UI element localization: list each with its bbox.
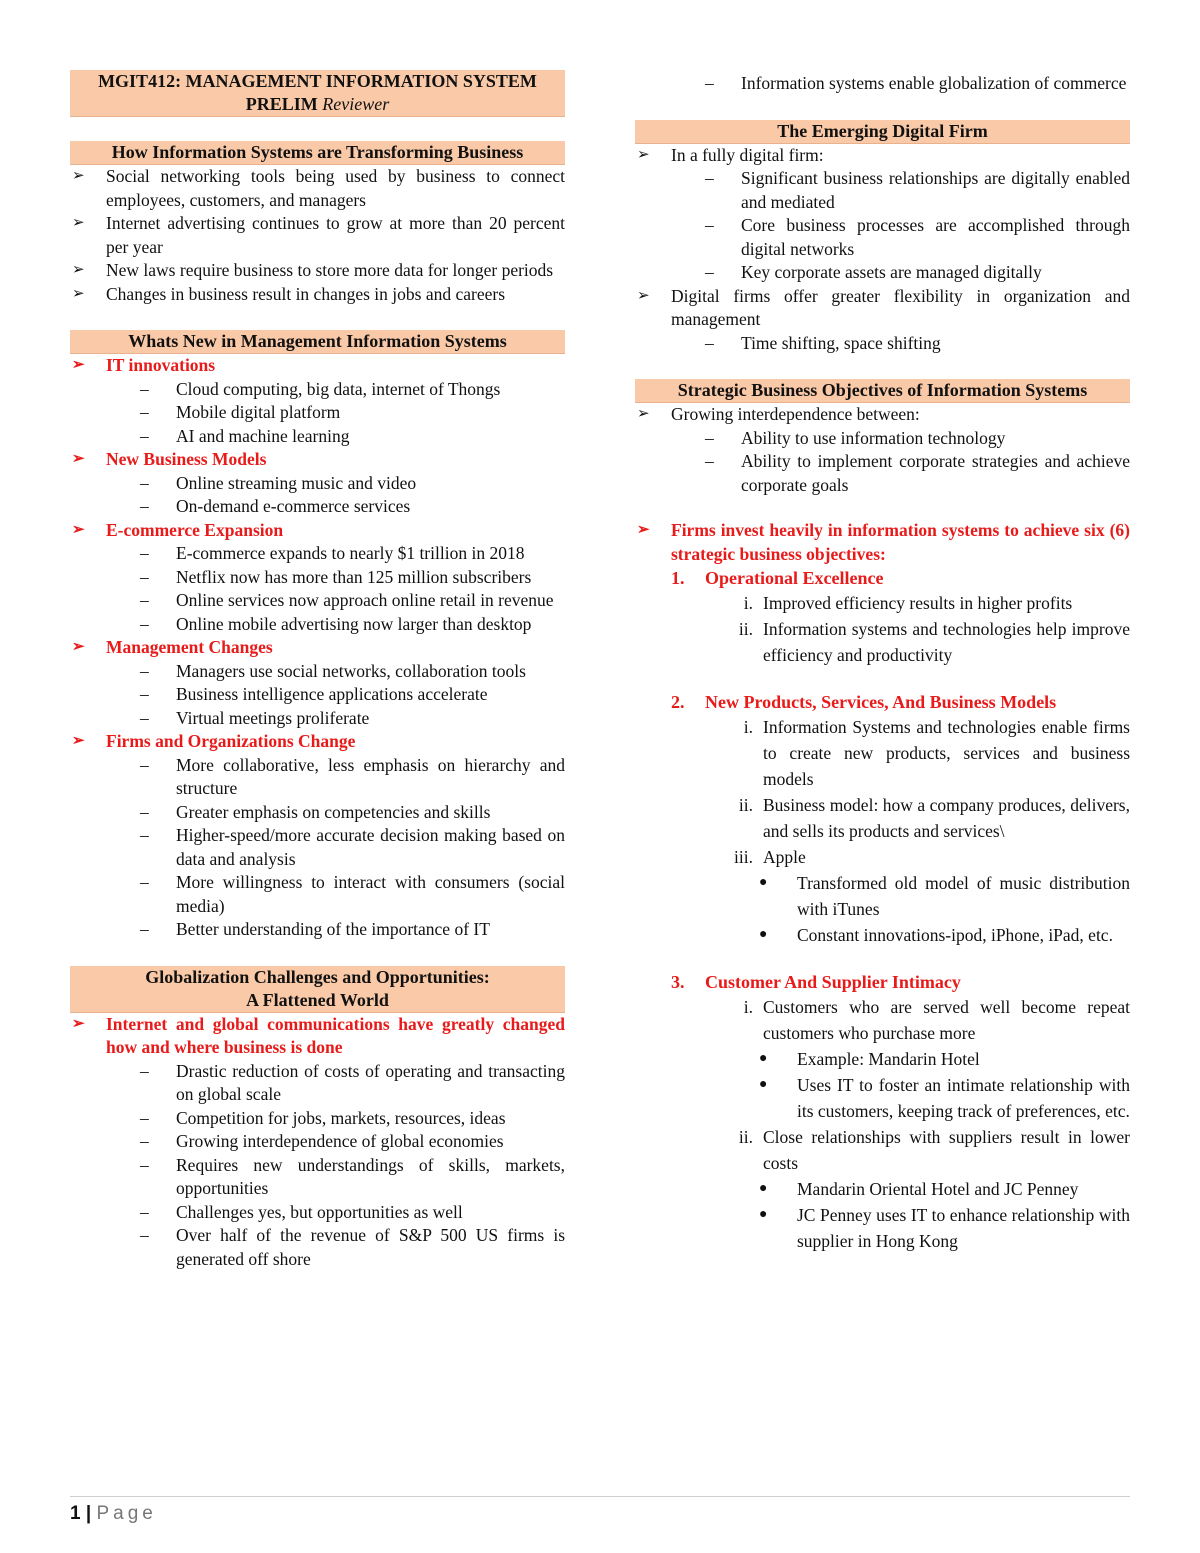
- bullet-heading: ➢ Management Changes: [70, 636, 565, 660]
- section-header: Whats New in Management Information Systems: [70, 330, 565, 354]
- sub-item: – Cloud computing, big data, internet of Thongs: [140, 378, 501, 399]
- roman-item: i. Improved efficiency results in higher profits: [743, 593, 1073, 613]
- bullet-heading: ➢ New Business Models: [70, 448, 565, 472]
- bullet-item: ➢ Social networking tools being used by business to connect employees, customers, and managers: [72, 166, 565, 210]
- sub-item: – Higher-speed/more accurate decision making based on data and analysis: [140, 825, 565, 869]
- sub-item: – Core business processes are accomplished through digital networks: [705, 215, 1130, 259]
- sub-item: – Time shifting, space shifting: [705, 332, 941, 353]
- arrow-bullet-icon: ➢: [72, 733, 85, 749]
- roman-item: ii. Information systems and technologies help improve efficiency and productivity: [738, 619, 1130, 665]
- left-column: [70, 70, 565, 1271]
- sub-item: – Requires new understandings of skills, markets, opportunities: [140, 1154, 565, 1198]
- bullet-heading: ➢ IT innovations: [70, 354, 565, 378]
- bullet-heading: ➢ Internet and global communications have greatly changed how and where business is done: [72, 1013, 565, 1057]
- arrow-bullet-icon: ➢: [72, 357, 85, 373]
- title-line1: MGIT412: MANAGEMENT INFORMATION SYSTEM: [98, 71, 537, 91]
- dot-item: ● Example: Mandarin Hotel: [635, 1046, 1130, 1072]
- arrow-bullet-icon: ➢: [72, 1015, 85, 1032]
- sub-item: – Key corporate assets are managed digitally: [705, 262, 1042, 282]
- dot-bullet-icon: ●: [759, 1077, 768, 1092]
- section-header: Strategic Business Objectives of Information Systems: [635, 379, 1130, 403]
- bullet-item: ➢ Growing interdependence between:: [635, 403, 1130, 427]
- sub-item: – Greater emphasis on competencies and skills: [140, 801, 491, 822]
- sub-item: – Challenges yes, but opportunities as well: [140, 1201, 463, 1222]
- sub-item: – E-commerce expands to nearly $1 trillion in 2018: [140, 543, 525, 563]
- bullet-item: ➢ New laws require business to store more data for longer periods: [70, 259, 565, 283]
- roman-item: ii. Close relationships with suppliers result in lower costs: [738, 1127, 1130, 1173]
- roman-item: iii. Apple: [734, 847, 806, 867]
- dot-item: ● Constant innovations-ipod, iPhone, iPad, etc.: [635, 922, 1130, 948]
- dot-item: ● Uses IT to foster an intimate relationship with its customers, keeping track of preferences, etc.: [635, 1072, 1130, 1124]
- section-header: How Information Systems are Transforming Business: [70, 141, 565, 165]
- sub-item: – Online streaming music and video: [140, 472, 417, 493]
- sub-item: – Over half of the revenue of S&P 500 US firms is generated off shore: [140, 1225, 565, 1269]
- arrow-bullet-icon: ➢: [72, 215, 85, 231]
- dot-bullet-icon: ●: [759, 1051, 768, 1066]
- sub-item: – Virtual meetings proliferate: [140, 707, 370, 728]
- roman-item: ii. Business model: how a company produces, delivers, and sells its products and services\: [738, 795, 1130, 841]
- sub-item: – Business intelligence applications accelerate: [140, 684, 488, 704]
- bullet-heading: ➢ Firms and Organizations Change: [70, 730, 565, 754]
- arrow-bullet-icon: ➢: [637, 522, 650, 538]
- arrow-bullet-icon: ➢: [72, 639, 85, 655]
- title-prelim: PRELIM: [245, 94, 318, 114]
- sub-item: – More collaborative, less emphasis on hierarchy and structure: [140, 754, 565, 798]
- arrow-bullet-icon: ➢: [72, 451, 85, 467]
- sub-item: – Better understanding of the importance of IT: [140, 919, 490, 939]
- dot-item: ● Mandarin Oriental Hotel and JC Penney: [635, 1176, 1130, 1202]
- dot-item: ● Transformed old model of music distribution with iTunes: [635, 870, 1130, 922]
- sub-item: – Growing interdependence of global economies: [140, 1131, 504, 1151]
- page-number: 1 | Page: [70, 1503, 157, 1524]
- roman-item: i. Information Systems and technologies enable firms to create new products, services and business models: [743, 717, 1130, 789]
- objective-heading: 3. Customer And Supplier Intimacy: [671, 972, 961, 992]
- objective-heading: 1. Operational Excellence: [671, 568, 884, 588]
- bullet-item: ➢ In a fully digital firm:: [635, 144, 1130, 168]
- roman-item: i. Customers who are served well become repeat customers who purchase more: [743, 997, 1130, 1043]
- footer-rule: [70, 1496, 1130, 1497]
- bullet-item: ➢ Internet advertising continues to grow at more than 20 percent per year: [72, 213, 565, 257]
- sub-item: – Ability to implement corporate strategies and achieve corporate goals: [705, 451, 1130, 495]
- bullet-item: ➢ Digital firms offer greater flexibility in organization and management: [637, 285, 1130, 329]
- arrow-bullet-icon: ➢: [637, 406, 650, 422]
- arrow-bullet-icon: ➢: [72, 168, 85, 184]
- section-header: The Emerging Digital Firm: [635, 120, 1130, 144]
- sub-item: – AI and machine learning: [140, 425, 350, 446]
- sub-item: – Online mobile advertising now larger than desktop: [140, 613, 532, 634]
- dot-item: ● JC Penney uses IT to enhance relationship with supplier in Hong Kong: [635, 1202, 1130, 1254]
- section-header: Globalization Challenges and Opportunities: A Flattened World: [70, 966, 565, 1013]
- arrow-bullet-icon: ➢: [637, 146, 650, 163]
- dot-bullet-icon: ●: [759, 927, 768, 942]
- sub-item: – On-demand e-commerce services: [140, 496, 411, 516]
- bullet-heading: ➢ Firms invest heavily in information systems to achieve six (6) strategic business objectives:: [637, 520, 1130, 564]
- sub-item: – Competition for jobs, markets, resources, ideas: [140, 1107, 506, 1128]
- title-reviewer: Reviewer: [322, 94, 390, 114]
- right-column: [635, 72, 1130, 1254]
- arrow-bullet-icon: ➢: [72, 521, 85, 538]
- objective-heading: 2. New Products, Services, And Business Models: [671, 692, 1057, 712]
- sub-item: – Significant business relationships are digitally enabled and mediated: [705, 168, 1130, 212]
- arrow-bullet-icon: ➢: [637, 287, 650, 304]
- sub-item: – More willingness to interact with consumers (social media): [140, 872, 565, 916]
- sub-item: – Drastic reduction of costs of operating and transacting on global scale: [140, 1060, 565, 1104]
- sub-item: – Ability to use information technology: [705, 427, 1006, 448]
- sub-item: – Netflix now has more than 125 million subscribers: [140, 566, 532, 587]
- bullet-item: ➢ Changes in business result in changes in jobs and careers: [70, 283, 565, 307]
- bullet-heading: ➢ E-commerce Expansion: [70, 519, 565, 543]
- dot-bullet-icon: ●: [759, 875, 768, 890]
- sub-item: – Mobile digital platform: [140, 402, 341, 422]
- dot-bullet-icon: ●: [759, 1207, 768, 1222]
- dot-bullet-icon: ●: [759, 1181, 768, 1196]
- document-title: [70, 70, 565, 117]
- sub-item: – Managers use social networks, collaboration tools: [140, 660, 526, 681]
- sub-item: – Online services now approach online retail in revenue: [140, 590, 554, 610]
- arrow-bullet-icon: ➢: [72, 262, 85, 278]
- sub-item: – Information systems enable globalization of commerce: [705, 73, 1127, 93]
- arrow-bullet-icon: ➢: [72, 285, 85, 302]
